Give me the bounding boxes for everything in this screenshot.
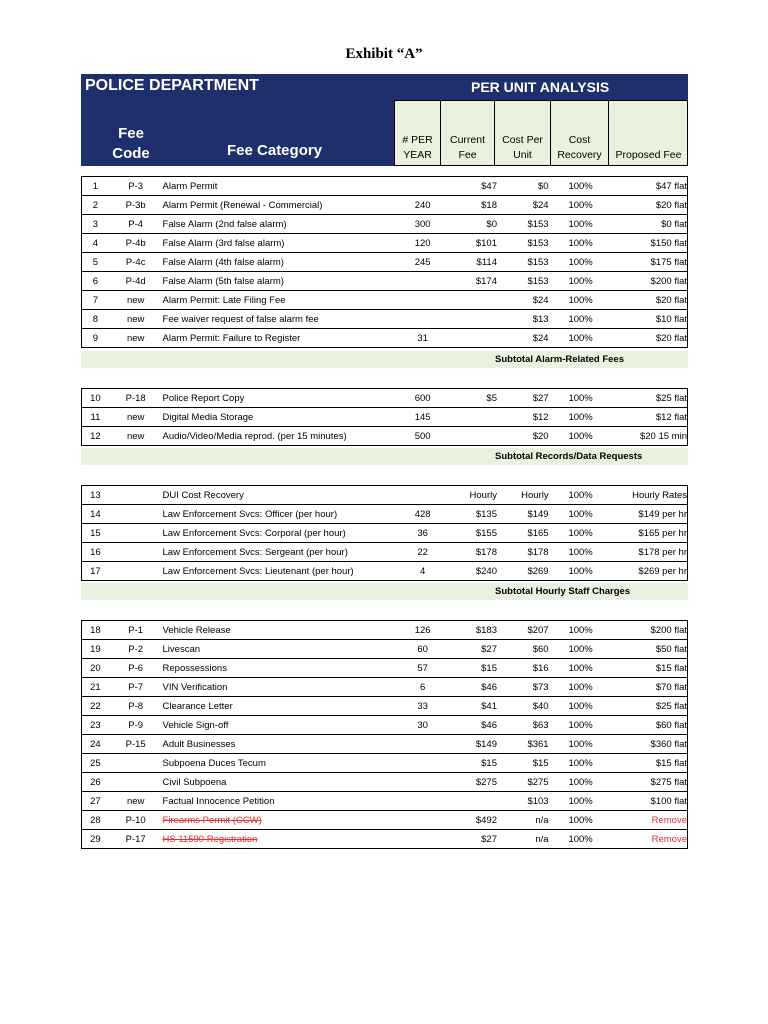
cell-rec: 100% [549,735,613,754]
cell-cur: $46 [445,716,497,735]
cell-num: 18 [82,621,109,640]
fee-code-header-line2: Code [112,145,150,162]
cell-cur: $178 [445,543,497,562]
cell-cur: $27 [445,830,497,849]
cell-code [109,773,163,792]
cell-rec: 100% [549,562,613,581]
cell-cur: $15 [445,754,497,773]
cell-num: 14 [82,505,109,524]
cell-year: 245 [400,253,445,272]
cell-rec: 100% [549,716,613,735]
cell-prop: $12 flat [613,408,688,427]
table-row [82,640,688,659]
cell-code: P-4c [109,253,163,272]
cell-cur: $183 [445,621,497,640]
cell-prop: $47 flat [613,177,688,196]
cost-per-unit-header-line1: Cost Per [502,134,543,146]
cell-rec: 100% [549,524,613,543]
cell-prop: $165 per hr [613,524,688,543]
cell-year: 428 [400,505,445,524]
cell-cur: $149 [445,735,497,754]
cell-num: 29 [82,830,109,849]
cell-cpu: $361 [497,735,549,754]
cell-cur: $5 [445,389,497,408]
cell-code: P-1 [109,621,163,640]
cell-cur: $492 [445,811,497,830]
table-row [82,773,688,792]
cell-year: 33 [400,697,445,716]
cell-cpu: $24 [497,329,549,348]
cell-year [400,754,445,773]
cell-num: 25 [82,754,109,773]
cell-cur: $46 [445,678,497,697]
cell-code: P-17 [109,830,163,849]
table-row [82,427,688,446]
cell-cpu: $15 [497,754,549,773]
cell-cpu: $24 [497,291,549,310]
cell-num: 26 [82,773,109,792]
cell-prop: $200 flat [613,621,688,640]
cell-cat: Police Report Copy [163,389,400,408]
cell-num: 2 [82,196,109,215]
cell-num: 27 [82,792,109,811]
table-row [82,196,688,215]
department-title: POLICE DEPARTMENT [85,77,259,94]
cell-code: P-6 [109,659,163,678]
cell-rec: 100% [549,621,613,640]
cell-code: new [109,310,163,329]
cell-code [109,754,163,773]
cell-prop: $275 flat [613,773,688,792]
cell-num: 11 [82,408,109,427]
cell-prop: $15 flat [613,754,688,773]
cell-cpu: $149 [497,505,549,524]
cell-cur [445,427,497,446]
subtotal-hourly [81,583,688,600]
cell-num: 4 [82,234,109,253]
cell-year: 36 [400,524,445,543]
cell-code: new [109,792,163,811]
cell-cpu: $153 [497,253,549,272]
cell-prop: Remove [613,830,688,849]
cell-year: 60 [400,640,445,659]
table-row [82,754,688,773]
cell-cat: Clearance Letter [163,697,400,716]
cell-prop: $178 per hr [613,543,688,562]
table-row [82,697,688,716]
cell-year [400,272,445,291]
cell-rec: 100% [549,196,613,215]
cell-cat: Law Enforcement Svcs: Lieutenant (per hour) [163,562,400,581]
cell-cpu: $40 [497,697,549,716]
cell-num: 12 [82,427,109,446]
cell-cur [445,310,497,329]
cell-cat: Livescan [163,640,400,659]
cell-rec: 100% [549,329,613,348]
cell-year: 22 [400,543,445,562]
cell-num: 15 [82,524,109,543]
cell-num: 5 [82,253,109,272]
misc-fees-table [81,620,688,849]
cell-cat: Adult Businesses [163,735,400,754]
table-row [82,291,688,310]
proposed-fee-header [608,100,688,166]
cell-code: P-10 [109,811,163,830]
cell-code: P-3b [109,196,163,215]
table-row [82,524,688,543]
cell-rec: 100% [549,792,613,811]
cost-per-unit-header-line2: Unit [513,149,532,161]
analysis-title: PER UNIT ANALYSIS [471,79,610,95]
table-header [81,74,688,166]
cell-prop: $15 flat [613,659,688,678]
cell-cpu: $12 [497,408,549,427]
cell-cur [445,408,497,427]
subtotal-alarm [81,351,688,368]
cell-cat: Subpoena Duces Tecum [163,754,400,773]
cell-year: 240 [400,196,445,215]
cell-cpu: $178 [497,543,549,562]
cell-cpu: $103 [497,792,549,811]
cell-num: 13 [82,486,109,505]
cell-rec: 100% [549,640,613,659]
cell-rec: 100% [549,427,613,446]
cell-num: 10 [82,389,109,408]
cell-num: 9 [82,329,109,348]
cell-cur: $174 [445,272,497,291]
cell-cat: Law Enforcement Svcs: Corporal (per hour) [163,524,400,543]
cell-rec: 100% [549,678,613,697]
table-row [82,659,688,678]
cell-cur: $0 [445,215,497,234]
cell-cat: Digital Media Storage [163,408,400,427]
per-year-header-line1: # PER [402,134,433,146]
cell-year: 120 [400,234,445,253]
cell-year: 57 [400,659,445,678]
cell-cpu: $275 [497,773,549,792]
cell-prop: Hourly Rates [613,486,688,505]
cell-prop: $20 15 min [613,427,688,446]
cell-num: 23 [82,716,109,735]
cell-code: P-4d [109,272,163,291]
cell-code [109,486,163,505]
cell-cur [445,792,497,811]
cell-year [400,773,445,792]
cell-code: P-4 [109,215,163,234]
cell-cur: $135 [445,505,497,524]
cell-year: 500 [400,427,445,446]
cell-year: 600 [400,389,445,408]
table-row [82,389,688,408]
cell-rec: 100% [549,215,613,234]
cell-cat: DUI Cost Recovery [163,486,400,505]
table-row [82,310,688,329]
cell-cat: False Alarm (2nd false alarm) [163,215,400,234]
cell-cpu: $27 [497,389,549,408]
table-row [82,830,688,849]
cell-cur: $27 [445,640,497,659]
cell-num: 21 [82,678,109,697]
cell-prop: Remove [613,811,688,830]
cell-rec: 100% [549,272,613,291]
table-row [82,543,688,562]
table-row [82,562,688,581]
cell-code: P-4b [109,234,163,253]
cell-cur: Hourly [445,486,497,505]
cell-cpu: $16 [497,659,549,678]
cell-code [109,524,163,543]
cell-year [400,792,445,811]
cell-cpu: $153 [497,215,549,234]
alarm-fees-table [81,176,688,348]
table-row [82,792,688,811]
fee-code-header-line1: Fee [118,125,144,142]
cell-cpu: $20 [497,427,549,446]
cell-prop: $50 flat [613,640,688,659]
fee-category-header: Fee Category [227,142,323,159]
cost-recovery-header [550,100,608,166]
cell-cat: VIN Verification [163,678,400,697]
table-row [82,716,688,735]
cell-cur [445,329,497,348]
cell-cat: Alarm Permit (Renewal - Commercial) [163,196,400,215]
cell-year: 126 [400,621,445,640]
table-row [82,253,688,272]
cell-cpu: $60 [497,640,549,659]
cell-cur: $18 [445,196,497,215]
cell-num: 17 [82,562,109,581]
cell-year [400,177,445,196]
cell-cat: Alarm Permit [163,177,400,196]
cell-code: new [109,329,163,348]
cell-cat: Fee waiver request of false alarm fee [163,310,400,329]
cell-year: 300 [400,215,445,234]
cell-cpu: $153 [497,234,549,253]
cell-cpu: $269 [497,562,549,581]
subtotal-alarm-label: Subtotal Alarm-Related Fees [495,354,624,365]
cell-prop: $360 flat [613,735,688,754]
cell-cur: $114 [445,253,497,272]
cell-prop: $20 flat [613,196,688,215]
cell-rec: 100% [549,754,613,773]
cell-num: 7 [82,291,109,310]
per-year-header [394,100,440,166]
cell-prop: $269 per hr [613,562,688,581]
cell-rec: 100% [549,773,613,792]
cell-code: new [109,408,163,427]
cell-cur: $240 [445,562,497,581]
cell-cpu: n/a [497,830,549,849]
table-row [82,811,688,830]
cell-cpu: n/a [497,811,549,830]
cell-cat: Audio/Video/Media reprod. (per 15 minutes) [163,427,400,446]
cell-num: 28 [82,811,109,830]
cell-cpu: $153 [497,272,549,291]
cell-rec: 100% [549,408,613,427]
cell-code: P-9 [109,716,163,735]
cell-cat: Alarm Permit: Late Filing Fee [163,291,400,310]
table-row [82,408,688,427]
cell-cur: $15 [445,659,497,678]
cell-code [109,505,163,524]
cell-prop: $25 flat [613,389,688,408]
cell-rec: 100% [549,811,613,830]
cell-cat: False Alarm (5th false alarm) [163,272,400,291]
cell-cpu: $63 [497,716,549,735]
table-row [82,329,688,348]
subtotal-records-label: Subtotal Records/Data Requests [495,451,643,462]
cell-num: 19 [82,640,109,659]
table-row [82,272,688,291]
cell-cat: Vehicle Sign-off [163,716,400,735]
cell-cat: Law Enforcement Svcs: Officer (per hour) [163,505,400,524]
cell-prop: $10 flat [613,310,688,329]
cell-year: 30 [400,716,445,735]
cell-rec: 100% [549,177,613,196]
cell-rec: 100% [549,486,613,505]
cell-rec: 100% [549,505,613,524]
fee-code-header [105,124,157,164]
cell-year [400,830,445,849]
cell-code: P-15 [109,735,163,754]
subtotal-records [81,448,688,465]
cell-num: 8 [82,310,109,329]
table-row [82,486,688,505]
cell-cat: Vehicle Release [163,621,400,640]
cell-year: 6 [400,678,445,697]
cell-cur: $155 [445,524,497,543]
cell-prop: $70 flat [613,678,688,697]
cell-year: 31 [400,329,445,348]
table-row [82,177,688,196]
cell-prop: $25 flat [613,697,688,716]
cell-cur: $101 [445,234,497,253]
current-fee-header-line2: Fee [458,149,477,161]
cell-num: 1 [82,177,109,196]
cost-per-unit-header [494,100,550,166]
cell-year [400,291,445,310]
cell-year [400,486,445,505]
current-fee-header-line1: Current [449,134,485,146]
subtotal-hourly-label: Subtotal Hourly Staff Charges [495,586,631,597]
cell-cpu: $24 [497,196,549,215]
cell-cpu: $73 [497,678,549,697]
cell-cpu: $13 [497,310,549,329]
cell-prop: $100 flat [613,792,688,811]
table-row [82,234,688,253]
cell-cur: $41 [445,697,497,716]
cell-cpu: $0 [497,177,549,196]
cell-num: 6 [82,272,109,291]
cell-rec: 100% [549,253,613,272]
cell-rec: 100% [549,830,613,849]
cell-prop: $60 flat [613,716,688,735]
cell-prop: $175 flat [613,253,688,272]
cell-code [109,543,163,562]
proposed-fee-header-line1: Proposed Fee [615,149,682,161]
cell-cpu: $165 [497,524,549,543]
cell-cat: Factual Innocence Petition [163,792,400,811]
cell-num: 24 [82,735,109,754]
table-row [82,505,688,524]
cost-recovery-header-line1: Cost [568,134,591,146]
cell-cat: HS 11590 Registration [163,830,400,849]
cell-cat: Law Enforcement Svcs: Sergeant (per hour) [163,543,400,562]
table-row [82,621,688,640]
hourly-staff-table [81,485,688,581]
cell-year: 145 [400,408,445,427]
cell-rec: 100% [549,543,613,562]
cell-code: P-2 [109,640,163,659]
cell-cpu: Hourly [497,486,549,505]
cell-cat: Alarm Permit: Failure to Register [163,329,400,348]
cell-rec: 100% [549,291,613,310]
cell-code: new [109,291,163,310]
cell-num: 16 [82,543,109,562]
cell-rec: 100% [549,659,613,678]
cell-cur: $275 [445,773,497,792]
per-year-header-line2: YEAR [403,149,432,161]
cell-cat: False Alarm (3rd false alarm) [163,234,400,253]
cell-cpu: $207 [497,621,549,640]
cell-prop: $20 flat [613,329,688,348]
exhibit-title: Exhibit “A” [345,46,423,62]
records-table [81,388,688,446]
cell-prop: $0 flat [613,215,688,234]
cell-year [400,735,445,754]
cell-code: P-18 [109,389,163,408]
current-fee-header [440,100,494,166]
cell-code: P-7 [109,678,163,697]
cell-year [400,310,445,329]
cell-cur: $47 [445,177,497,196]
table-row [82,215,688,234]
cell-num: 3 [82,215,109,234]
cell-code [109,562,163,581]
cell-cat: Repossessions [163,659,400,678]
table-row [82,735,688,754]
cell-rec: 100% [549,234,613,253]
cell-rec: 100% [549,310,613,329]
cell-year: 4 [400,562,445,581]
cell-prop: $149 per hr [613,505,688,524]
cell-rec: 100% [549,389,613,408]
cell-prop: $20 flat [613,291,688,310]
cell-code: P-3 [109,177,163,196]
cell-cat: False Alarm (4th false alarm) [163,253,400,272]
cell-cur [445,291,497,310]
cell-prop: $200 flat [613,272,688,291]
cell-year [400,811,445,830]
cell-rec: 100% [549,697,613,716]
cell-cat: Firearms Permit (CCW) [163,811,400,830]
cell-code: new [109,427,163,446]
cell-cat: Civil Subpoena [163,773,400,792]
cell-num: 22 [82,697,109,716]
cell-code: P-8 [109,697,163,716]
table-row [82,678,688,697]
cell-prop: $150 flat [613,234,688,253]
cell-num: 20 [82,659,109,678]
cost-recovery-header-line2: Recovery [557,149,602,161]
